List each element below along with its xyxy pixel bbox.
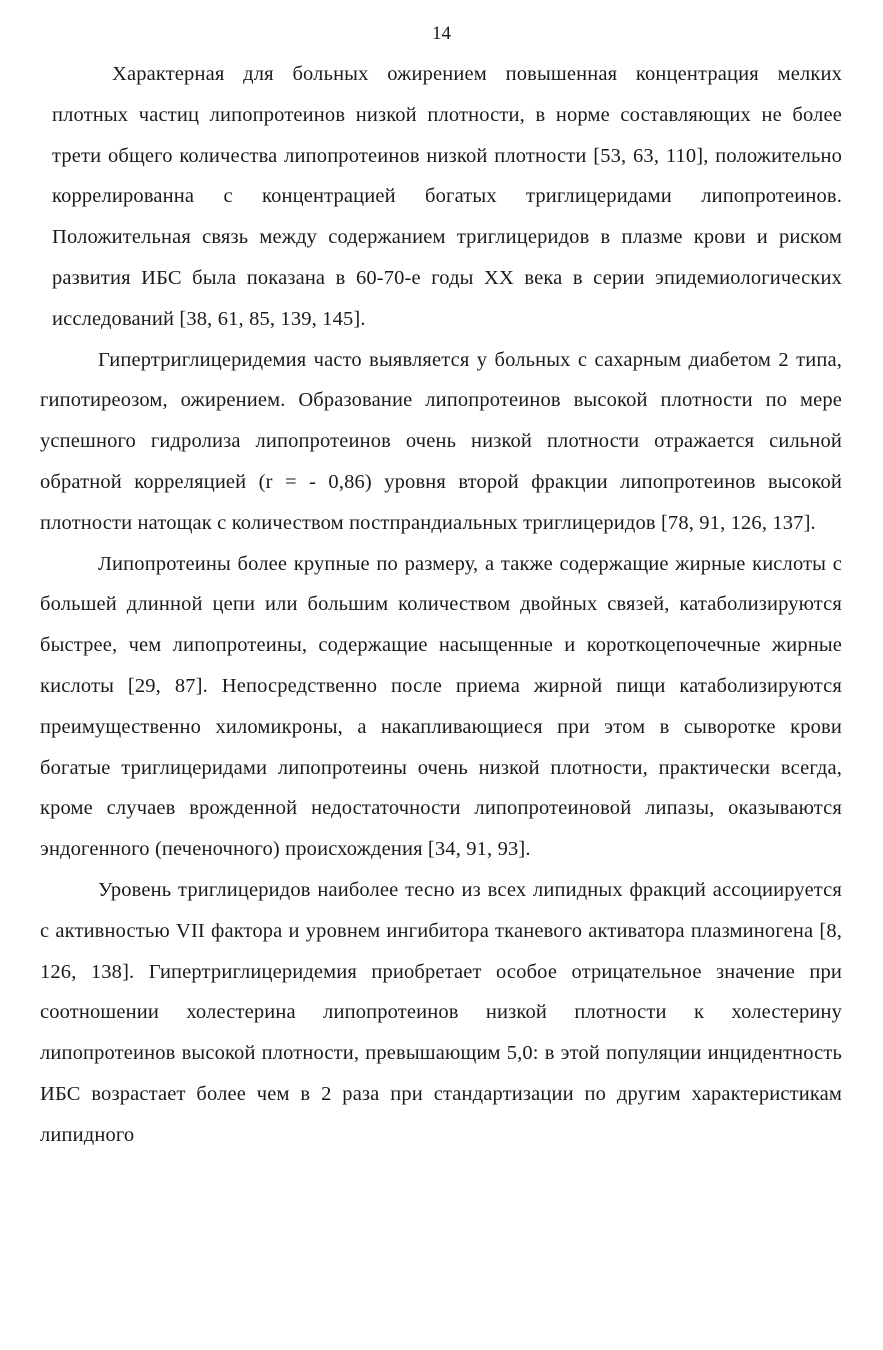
paragraph-1: Характерная для больных ожирением повышенная концентрация мелких плотных частиц липопротеинов низкой плотности, в норме составляющих не более трети общего количества липопротеинов низкой плотности [53, 63, 110], положительно коррелированна с концентрацией богатых триглицеридами липопротеинов. Положительная связь между содержанием триглицеридов в плазме крови и риском развития ИБС была показана в 60-70-е годы XX века в серии эпидемиологических исследований [38, 61, 85, 139, 145]. bbox=[52, 63, 842, 330]
page-body bbox=[40, 54, 842, 1156]
paragraph-2: Гипертриглицеридемия часто выявляется у больных с сахарным диабетом 2 типа, гипотиреозом, ожирением. Образование липопротеинов высокой плотности по мере успешного гидролиза липопротеинов очень низкой плотности отражается сильной обратной корреляцией (r = - 0,86) уровня второй фракции липопротеинов высокой плотности натощак с количеством постпрандиальных триглицеридов [78, 91, 126, 137]. bbox=[40, 348, 842, 534]
paragraph-4: Уровень триглицеридов наиболее тесно из всех липидных фракций ассоциируется с активностью VII фактора и уровнем ингибитора тканевого активатора плазминогена [8, 126, 138]. Гипертриглицеридемия приобретает особое отрицательное значение при соотношении холестерина липопротеинов низкой плотности к холестерину липопротеинов высокой плотности, превышающим 5,0: в этой популяции инцидентность ИБС возрастает более чем в 2 раза при стандартизации по другим характеристикам липидного bbox=[40, 878, 842, 1146]
paragraph-3: Липопротеины более крупные по размеру, а также содержащие жирные кислоты с большей длинной цепи или большим количеством двойных связей, катаболизируются быстрее, чем липопротеины, содержащие насыщенные и короткоцепочечные жирные кислоты [29, 87]. Непосредственно после приема жирной пищи катаболизируются преимущественно хиломикроны, а накапливающиеся при этом в сыворотке крови богатые триглицеридами липопротеины очень низкой плотности, практически всегда, кроме случаев врожденной недостаточности липопротеиновой липазы, оказываются эндогенного (печеночного) происхождения [34, 91, 93]. bbox=[40, 552, 842, 861]
page-number: 14 bbox=[432, 23, 451, 44]
